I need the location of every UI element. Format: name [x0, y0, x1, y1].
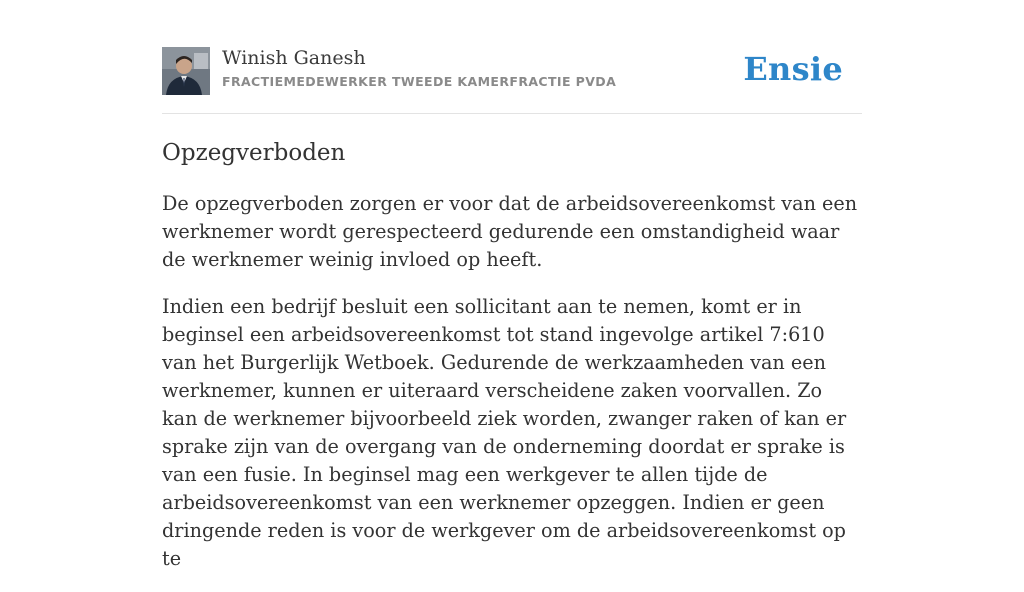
author-role: FRACTIEMEDEWERKER TWEEDE KAMERFRACTIE PVDA	[222, 74, 617, 89]
article-body	[162, 190, 862, 592]
author-avatar[interactable]	[162, 47, 210, 95]
author-name[interactable]: Winish Ganesh	[222, 47, 366, 69]
avatar-photo	[162, 47, 210, 95]
author-header	[162, 46, 862, 96]
article-title: Opzegverboden	[162, 140, 346, 166]
article-paragraph: Indien een bedrijf besluit een sollicitant aan te nemen, komt er in beginsel een arbeidsovereenkomst tot stand ingevolge artikel 7:610 van het Burgerlijk Wetboek. Gedurende de werkzaamheden van een werknemer, kunnen er uiteraard verscheidene zaken voorvallen. Zo kan de werknemer bijvoorbeeld ziek worden, zwanger raken of kan er sprake zijn van de overgang van de onderneming doordat er sprake is van een fusie. In beginsel mag een werkgever te allen tijde de arbeidsovereenkomst van een werknemer opzeggen. Indien er geen dringende reden is voor de werkgever om de arbeidsovereenkomst op te	[162, 295, 847, 570]
header-divider	[162, 113, 862, 114]
brand-logo[interactable]: Ensie	[743, 50, 843, 88]
article-paragraph: De opzegverboden zorgen er voor dat de arbeidsovereenkomst van een werknemer wordt gerespecteerd gedurende een omstandigheid waar de werknemer weinig invloed op heeft.	[162, 192, 858, 271]
